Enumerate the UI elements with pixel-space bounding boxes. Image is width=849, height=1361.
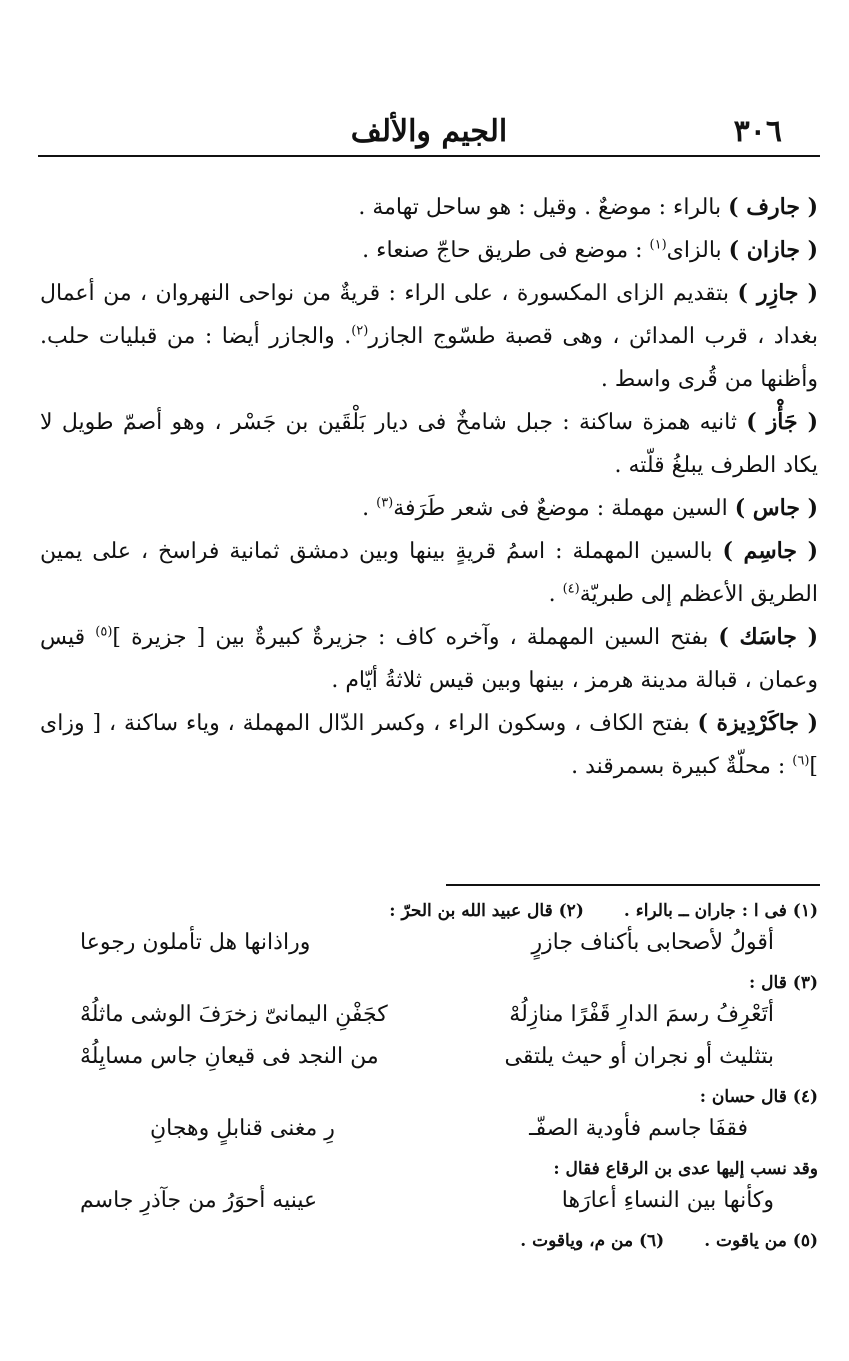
footnote-ref: (١) — [649, 237, 667, 253]
entry-headword: ( جازِر ) — [737, 280, 818, 306]
page-header — [38, 112, 820, 152]
footnote-ref: (٣) — [376, 495, 394, 511]
verse-line — [40, 1040, 818, 1082]
entry-text: ثانيه همزة ساكنة : جبل شامخٌ فى ديار بَلْقَين بن جَسْر ، وهو أصمّ طويل لا يكاد الطرف يبلغُ قلّته . — [40, 410, 818, 478]
entry-jasim — [40, 530, 818, 616]
entry-headword: ( جازان ) — [728, 237, 818, 263]
entry-headword: ( جاكَرْدِيزة ) — [697, 710, 818, 736]
verse-line — [40, 1184, 818, 1226]
entry-headword: ( جاس ) — [734, 495, 818, 521]
footnote-ref: (٥) — [95, 624, 113, 640]
footnote-2: (٢) قال عبيد الله بن الحرّ : — [389, 901, 584, 921]
verse-hemistich-second: وراذانها هل تأملون رجوعا — [80, 930, 311, 955]
entry-text: بالراء : موضعٌ . وقيل : هو ساحل تهامة . — [358, 195, 729, 220]
entry-text: بالزاى — [666, 238, 729, 263]
verse-hemistich-second: من النجد فى قيعانِ جاس مسايِلُهْ — [80, 1044, 379, 1069]
verse-hemistich-second: عينيه أحوَرُ من جآذرِ جاسم — [80, 1188, 318, 1213]
verse-line — [40, 998, 818, 1040]
footnote-line — [40, 896, 818, 926]
entry-text: . — [548, 582, 563, 607]
header-rule — [38, 155, 820, 157]
footnotes — [40, 896, 818, 1256]
footnote-4: (٤) قال حسان : — [699, 1087, 818, 1107]
entry-text: بتقديم الزاى المكسورة ، على الراء : قريةٌ من نواحى النهروان ، من أعمال بغداد ، قرب المدائن ، وهى قصبة طسّوج الجازر — [40, 281, 818, 349]
entry-jaz — [40, 401, 818, 487]
entry-text: السين مهملة : موضعٌ فى شعر طَرَفة — [393, 496, 735, 521]
footnote-ref: (٤) — [562, 581, 580, 597]
footnote-3: (٣) قال : — [748, 973, 818, 993]
entry-jasak — [40, 616, 818, 702]
entry-jakardiza — [40, 702, 818, 788]
footnote-ref: (٦) — [792, 753, 810, 769]
entry-headword: ( جَأْز ) — [746, 409, 818, 435]
verse-hemistich-first: وكأنها بين النساءِ أعارَها — [561, 1188, 774, 1213]
entry-jazan — [40, 229, 818, 272]
verse-hemistich-first: أتَعْرِفُ رسمَ الدارِ قَفْرًا منازِلُهْ — [509, 1002, 774, 1027]
running-title: الجيم والألف — [350, 114, 508, 149]
entry-headword: ( جارف ) — [728, 194, 818, 220]
footnote-line — [40, 1226, 818, 1256]
entry-text: بالسين المهملة : اسمُ قريةٍ بينها وبين دمشق ثمانية فراسخ ، على يمين الطريق الأعظم إلى طبريّة — [40, 539, 818, 607]
page-number: ٣٠٦ — [733, 114, 782, 149]
footnote-6: (٦) من م، وياقوت . — [520, 1231, 665, 1251]
entry-jarif — [40, 186, 818, 229]
entry-headword: ( جاسَك ) — [718, 624, 818, 650]
verse-hemistich-first: أقولُ لأصحابى بأكناف جازرٍ — [531, 930, 774, 955]
verse-hemistich-second: رِ مغنى قنابلٍ وهجانِ — [150, 1116, 335, 1141]
footnote-rule — [446, 884, 820, 886]
footnote-4-continued: وقد نسب إليها عدى بن الرقاع فقال : — [553, 1159, 818, 1179]
footnote-1: (١) فى ا : جاران ــ بالراء . — [623, 901, 818, 921]
verse-hemistich-first: بتثليث أو نجران أو حيث يلتقى — [504, 1044, 774, 1069]
entry-headword: ( جاسِم ) — [722, 538, 818, 564]
verse-line — [40, 1112, 818, 1154]
footnote-5: (٥) من ياقوت . — [704, 1231, 818, 1251]
entry-text: : موضع فى طريق حاجّ صنعاء . — [362, 238, 650, 263]
entry-text: . والجازر أيضا : من قبليات حلب. وأظنها من قُرى واسط . — [40, 324, 818, 392]
entry-text: بفتح السين المهملة ، وآخره كاف : جزيرةٌ كبيرةٌ بين [ جزيرة ] — [112, 625, 719, 650]
entry-text: : محلّةٌ كبيرة بسمرقند . — [571, 754, 793, 779]
entry-text: بفتح الكاف ، وسكون الراء ، وكسر الدّال المهملة ، وياء ساكنة ، [ وزاى ] — [40, 711, 818, 779]
footnote-ref: (٢) — [351, 323, 369, 339]
entry-text: قيس وعمان ، قبالة مدينة هرمز ، بينها وبين قيس ثلاثةُ أيّام . — [40, 625, 818, 693]
entry-text: . — [362, 496, 377, 521]
entry-jazir — [40, 272, 818, 401]
verse-hemistich-second: كجَفْنِ اليمانىّ زخرَفَ الوشى ماثلُهْ — [80, 1002, 388, 1027]
verse-hemistich-first: فقفَا جاسم فأودية الصفّـ — [529, 1116, 748, 1141]
verse-line — [40, 926, 818, 968]
entry-jas — [40, 487, 818, 530]
entries — [40, 186, 818, 788]
